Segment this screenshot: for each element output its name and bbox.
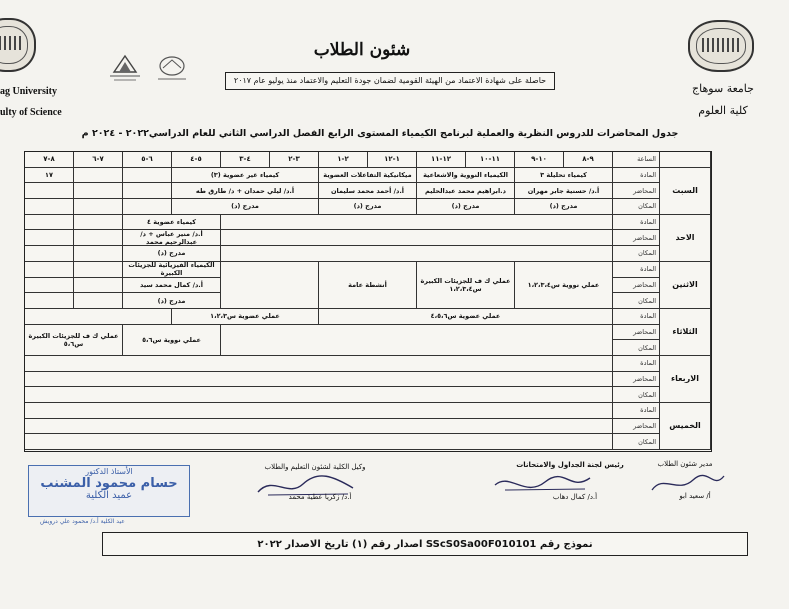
sat-lecturer-4: أ.د/ ليلي حمدان + د/ طارق طه: [172, 183, 319, 199]
dean-stamp: [28, 465, 190, 517]
mon-macro-lab: عملي ك ف للجزيئات الكبيرة س١،٢،٣،٤: [417, 262, 515, 309]
empty-cell: [221, 325, 613, 356]
row-label-place: المكان: [613, 293, 660, 309]
empty-cell: [25, 262, 74, 278]
left-university-emblem: [0, 18, 36, 72]
empty-cell: [25, 278, 74, 294]
sun-place: مدرج (د): [123, 246, 221, 262]
empty-cell: [221, 262, 319, 309]
sig2-name: أ.د/ كمال دهاب: [552, 493, 598, 501]
sun-subject: كيمياء عضوية ٤: [123, 215, 221, 231]
sig2-title: رئيس لجنة الجداول والامتحانات: [516, 461, 624, 469]
tue-nuclear-lab: عملي نووية س٥،٦: [123, 325, 221, 356]
day-thursday: الخميس: [660, 403, 711, 450]
row-label-lecturer: المحاضر: [613, 325, 660, 341]
row-label-subject: المادة: [613, 215, 660, 231]
sat-place-3: مدرج (د): [319, 199, 417, 215]
row-label-subject: المادة: [613, 309, 660, 325]
corner-cell: [660, 152, 711, 168]
time-header: ٩-٨: [564, 152, 613, 168]
row-label-lecturer: المحاضر: [613, 278, 660, 294]
empty-cell: [74, 168, 123, 184]
sat-lecturer-1: أ.د/ حسنية جابر مهران: [515, 183, 613, 199]
form-number-box: [102, 532, 748, 556]
empty-cell: [221, 215, 613, 231]
stamp-under-text: عيد الكلية أ.د/ محمود علي درويش: [40, 518, 125, 525]
time-header: ١١-١٠: [466, 152, 515, 168]
time-header: ١-١٢: [368, 152, 417, 168]
empty-cell: [25, 309, 172, 325]
row-label-subject: المادة: [613, 168, 660, 184]
empty-cell: [25, 215, 74, 231]
sig3-name: أ.د/ زكريا عطية محمد: [288, 493, 352, 501]
left-university-name: ag University: [0, 86, 57, 97]
sat-subject-3: ميكانيكية التفاعلات العضوية: [319, 168, 417, 184]
sun-lecturer: أ.د/ منير عباس + د/ عبدالرحيم محمد: [123, 230, 221, 246]
accreditation-statement: حاصلة على شهادة الاعتماد من الهيئة القومية لضمان جودة التعليم والاعتماد منذ يوليو عام ٢٠١٧: [225, 72, 555, 90]
empty-cell: [74, 278, 123, 294]
empty-cell: [74, 262, 123, 278]
row-label-lecturer: المحاضر: [613, 372, 660, 388]
sat-subject-2: الكيمياء النووية والاشعاعية: [417, 168, 515, 184]
row-label-place: المكان: [613, 434, 660, 450]
schedule-title: جدول المحاضرات للدروس النظرية والعملية لبرنامج الكيمياء المستوى الرابع الفصل الدراسي الثاني للعام الدراسي٢٠٢٢ - ٢٠٢٤ م: [81, 128, 679, 139]
row-label-subject: المادة: [613, 262, 660, 278]
empty-cell: [25, 199, 74, 215]
stamp-name: حسام محمود المشنب: [40, 476, 178, 491]
empty-cell: [25, 246, 74, 262]
row-label-subject: المادة: [613, 403, 660, 419]
time-header: ٨-٧: [25, 152, 74, 168]
time-label: الساعة: [613, 152, 660, 168]
empty-cell: [74, 183, 123, 199]
left-faculty-name: ulty of Science: [0, 107, 62, 118]
empty-cell: [25, 183, 74, 199]
sig1-name: أ/ سعيد ابو: [679, 492, 711, 500]
time-header: ١٠-٩: [515, 152, 564, 168]
empty-cell: [25, 434, 613, 450]
sat-place-2: مدرج (د): [417, 199, 515, 215]
row-label-place: المكان: [613, 387, 660, 403]
empty-cell: [25, 387, 613, 403]
time-header: ٢-١: [319, 152, 368, 168]
time-header: ٣-٢: [270, 152, 319, 168]
faculty-name-ar: كلية العلوم: [698, 104, 748, 117]
day-saturday: السبت: [660, 168, 711, 215]
mon-lecturer: أ.د/ كمال محمد سيد: [123, 278, 221, 294]
empty-cell: [25, 403, 613, 419]
mon-subject: الكيمياء الفيزيائية للجزيئات الكبيرة: [123, 262, 221, 278]
empty-cell: [221, 230, 613, 246]
row-label-lecturer: المحاضر: [613, 183, 660, 199]
time-header: ٦-٥: [123, 152, 172, 168]
naqaae-logo: [152, 54, 192, 86]
time-header: ٤-٣: [221, 152, 270, 168]
schedule-table: [24, 151, 712, 452]
empty-cell: [25, 356, 613, 372]
sig1-title: مدير شئون الطلاب: [657, 460, 713, 468]
empty-cell: [74, 293, 123, 309]
time-header: ٧-٦: [74, 152, 123, 168]
empty-cell: [25, 419, 613, 435]
row-label-place: المكان: [613, 199, 660, 215]
stamp-title: الأستاذ الدكتور: [85, 467, 133, 476]
sat-lecturer-3: أ.د/ أحمد محمد سليمان: [319, 183, 417, 199]
empty-cell: [25, 230, 74, 246]
tue-organic-lab-2: عملي عضوية س١،٢،٣: [172, 309, 319, 325]
row-label-subject: المادة: [613, 356, 660, 372]
empty-cell: [25, 293, 74, 309]
row-label-lecturer: المحاضر: [613, 230, 660, 246]
day-monday: الاثنين: [660, 262, 711, 309]
sat-extra: ١٧: [25, 168, 74, 184]
row-label-lecturer: المحاضر: [613, 419, 660, 435]
empty-cell: [74, 199, 123, 215]
sig3-title: وكيل الكلية لشئون التعليم والطلاب: [264, 463, 366, 471]
accreditation-logo: [106, 54, 144, 86]
empty-cell: [74, 246, 123, 262]
sohag-university-emblem: [688, 20, 754, 72]
time-header: ٥-٤: [172, 152, 221, 168]
mon-place: مدرج (د): [123, 293, 221, 309]
empty-cell: [221, 246, 613, 262]
empty-cell: [123, 199, 172, 215]
row-label-place: المكان: [613, 246, 660, 262]
tue-organic-lab-1: عملي عضوية س٤،٥،٦: [319, 309, 613, 325]
time-header: ١٢-١١: [417, 152, 466, 168]
mon-activities: أنشطة عامة: [319, 262, 417, 309]
day-tuesday: الثلاثاء: [660, 309, 711, 356]
sat-place-4: مدرج (د): [172, 199, 319, 215]
mon-nuclear-lab: عملي نووية س١،٢،٣،٤: [515, 262, 613, 309]
empty-cell: [74, 215, 123, 231]
sat-subject-1: كيمياء تحليلة ٣: [515, 168, 613, 184]
stamp-sub: عميد الكلية: [85, 490, 133, 501]
empty-cell: [74, 230, 123, 246]
day-wednesday: الاربعاء: [660, 356, 711, 403]
sat-subject-4: كيمياء غير عضوية (٣): [172, 168, 319, 184]
row-label-place: المكان: [613, 340, 660, 356]
day-sunday: الاحد: [660, 215, 711, 262]
page-title: شئون الطلاب: [313, 40, 411, 60]
form-number-text: نموذج رقم SScS0Sa00F010101 اصدار رقم (١) تاريخ الاصدار ٢٠٢٢: [257, 538, 593, 550]
empty-cell: [123, 168, 172, 184]
sat-lecturer-2: د.ابراهيم محمد عبدالحليم: [417, 183, 515, 199]
sat-place-1: مدرج (د): [515, 199, 613, 215]
empty-cell: [123, 183, 172, 199]
university-name-ar: جامعة سوهاج: [692, 82, 754, 95]
tue-macro-lab: عملي ك ف للجزيئات الكبيرة س٥،٦: [25, 325, 123, 356]
empty-cell: [25, 372, 613, 388]
